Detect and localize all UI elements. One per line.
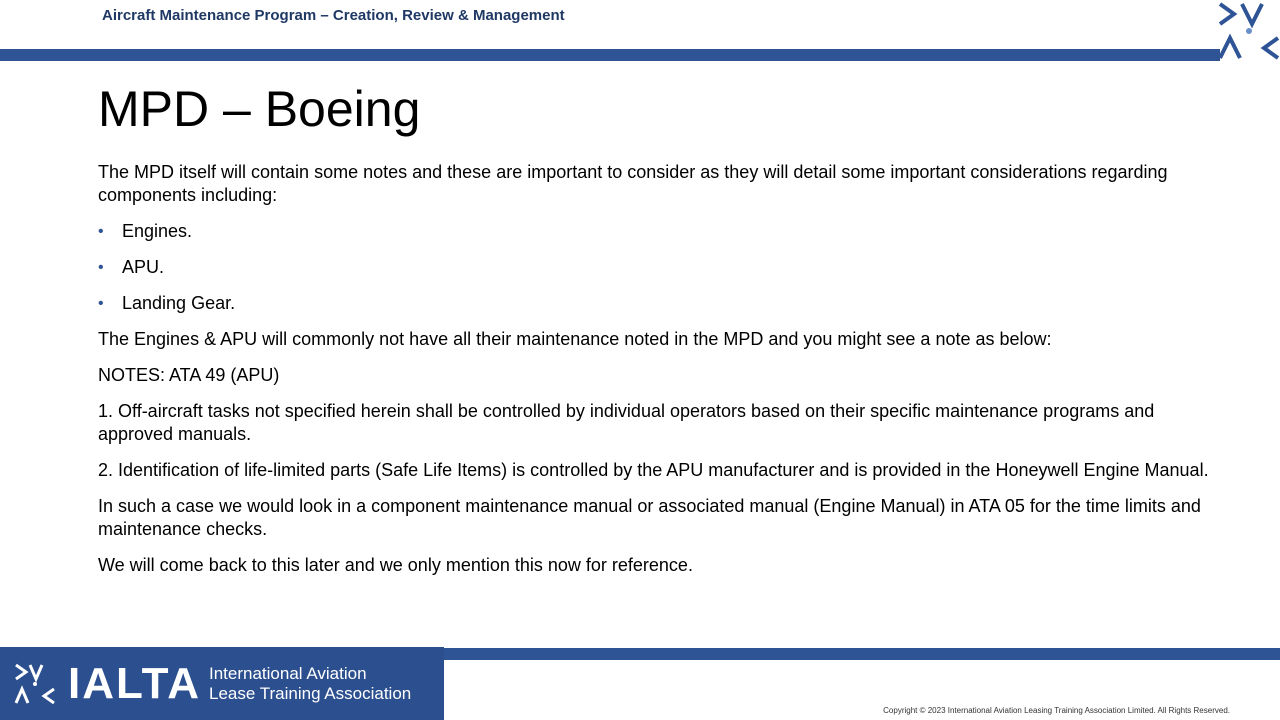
footer-bar (444, 648, 1280, 660)
header-bar (0, 49, 1220, 61)
bullet-icon: • (98, 223, 104, 240)
ialta-logo-icon (1216, 0, 1280, 62)
brand-name: IALTA (68, 658, 201, 708)
slide-title: MPD – Boeing (98, 81, 421, 137)
bullet-icon: • (98, 295, 104, 312)
notes-heading: NOTES: ATA 49 (APU) (98, 365, 280, 385)
tagline-line-2: Lease Training Association (209, 683, 412, 703)
note-2: 2. Identification of life-limited parts (Safe Life Items) is controlled by the APU manufacturer and is provided in the Honeywell Engine Manual. (98, 460, 1209, 480)
footer-logo (0, 647, 444, 720)
bullet-icon: • (98, 259, 104, 276)
slide-body (98, 161, 1212, 590)
intro-paragraph: The MPD itself will contain some notes and these are important to consider as they will detail some important considerations regarding components including: (98, 162, 1168, 205)
brand-tagline (209, 664, 411, 704)
case-paragraph: In such a case we would look in a component maintenance manual or associated manual (Engine Manual) in ATA 05 for the time limits and maintenance checks. (98, 496, 1201, 539)
list-item (98, 220, 1212, 243)
list-item-label: Landing Gear. (122, 293, 236, 313)
copyright-notice: Copyright © 2023 International Aviation Leasing Training Association Limited. All Rights Reserved. (883, 706, 1230, 715)
component-list (98, 220, 1212, 315)
ialta-mark-icon (14, 662, 56, 706)
list-item-label: APU. (122, 257, 165, 277)
note-1: 1. Off-aircraft tasks not specified herein shall be controlled by individual operators based on their specific maintenance programs and approved manuals. (98, 401, 1155, 444)
engines-paragraph: The Engines & APU will commonly not have all their maintenance noted in the MPD and you might see a note as below: (98, 329, 1052, 349)
list-item (98, 256, 1212, 279)
header-title: Aircraft Maintenance Program – Creation, Review & Management (102, 7, 565, 24)
list-item-label: Engines. (122, 221, 193, 241)
tagline-line-1: International Aviation (209, 663, 367, 683)
later-paragraph: We will come back to this later and we only mention this now for reference. (98, 555, 693, 575)
list-item (98, 292, 1212, 315)
